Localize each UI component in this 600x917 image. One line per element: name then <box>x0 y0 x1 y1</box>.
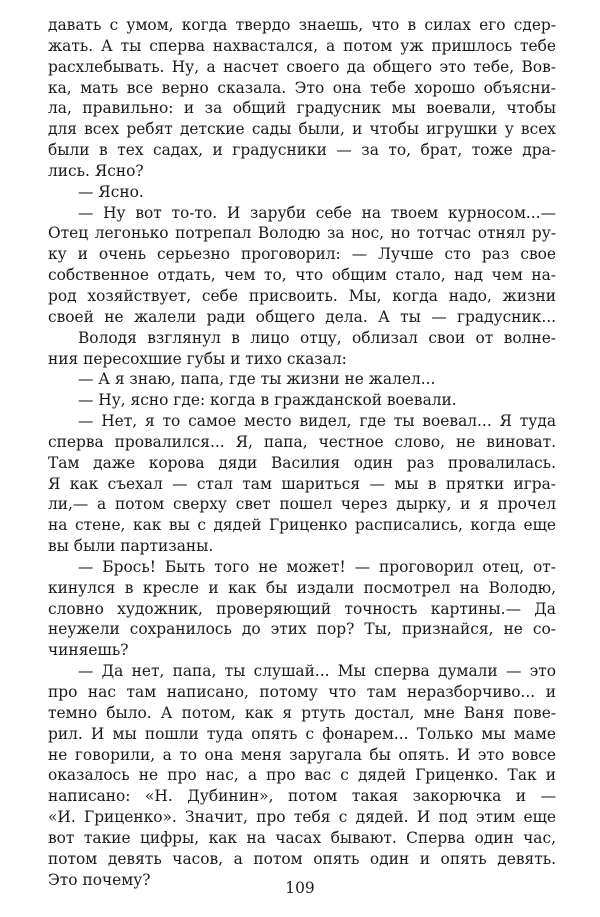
text-line: Володя взглянул в лицо отцу, облизал свои от волне- <box>78 328 556 347</box>
text-line: род хозяйствует, себе присвоить. Мы, когда надо, жизни <box>48 286 556 305</box>
text-line: лись. Ясно? <box>48 161 144 180</box>
text-line: оказалось не про нас, а про вас с дядей Гриценко. Так и <box>48 766 556 785</box>
text-line: ку и очень серьезно проговорил: — Лучше сто раз свое <box>48 245 556 264</box>
text-line: — А я знаю, папа, где ты жизни не жалел... <box>78 370 436 389</box>
text-line: собственное отдать, чем то, что общим стало, над чем на- <box>48 266 556 285</box>
text-line: — Ясно. <box>78 182 144 201</box>
text-line: — Нет, я то самое место видел, где ты воевал... Я туда <box>78 412 556 431</box>
text-line: Это почему? <box>48 870 151 889</box>
text-line: ла, правильно: и за общий градусник мы воевали, чтобы <box>48 99 556 118</box>
text-line: неужели сохранилось до этих пор? Ты, признайся, не со- <box>48 620 556 639</box>
page-number: 109 <box>285 879 315 897</box>
text-line: для всех ребят детские сады были, и чтобы игрушки у всех <box>48 120 556 139</box>
text-line: Отец легонько потрепал Володю за нос, но тотчас отнял ру- <box>48 224 556 243</box>
text-line: не говорили, а то она меня заругала бы опять. И это вовсе <box>48 745 556 764</box>
text-line: потом девять часов, а потом опять один и опять девять. <box>48 849 556 868</box>
text-line: на стене, как вы с дядей Гриценко расписались, когда еще <box>48 516 556 535</box>
text-line: — Ну вот то-то. И заруби себе на твоем курносом...— <box>78 203 556 222</box>
text-line: расхлебывать. Ну, а насчет своего да общего это тебе, Вов- <box>48 57 556 76</box>
text-line: ка, мать все верно сказала. Это она тебе хорошо объясни- <box>48 78 556 97</box>
body-text <box>48 15 556 890</box>
text-line: сперва провалился... Я, папа, честное слово, не виноват. <box>48 432 556 451</box>
text-line: ния пересохшие губы и тихо сказал: <box>48 349 347 368</box>
text-line: рил. И мы пошли туда опять с фонарем... Только мы маме <box>48 724 556 743</box>
text-line: вот такие цифры, как на часах бывают. Сперва один час, <box>48 828 556 847</box>
text-line: написано: «Н. Дубинин», потом такая закорючка и — <box>48 787 556 806</box>
text-line: Я как съехал — стал там шариться — мы в прятки игра- <box>48 474 556 493</box>
text-line: словно художник, проверяющий точность картины.— Да <box>48 599 556 618</box>
text-line: — Брось! Быть того не может! — проговорил отец, от- <box>78 557 556 576</box>
text-line: ли,— а потом сверху свет пошел через дырку, и я прочел <box>48 495 556 514</box>
text-line: давать с умом, когда твердо знаешь, что в силах его сдер- <box>48 16 556 34</box>
text-line: — Да нет, папа, ты слушай... Мы сперва думали — это <box>78 662 556 681</box>
text-line: своей не жалели ради общего дела. А ты — градусник... <box>48 307 556 326</box>
text-line: Там даже корова дяди Василия один раз провалилась. <box>48 453 556 472</box>
text-line: были в тех садах, и градусники — за то, брат, тоже дра- <box>48 141 556 160</box>
text-line: жать. А ты сперва нахвастался, а потом уж пришлось тебе <box>48 36 556 55</box>
text-line: «И. Гриценко». Значит, про тебя с дядей. И под этим еще <box>48 808 556 827</box>
text-line: про нас там написано, потому что там неразборчиво... и <box>48 683 556 701</box>
text-line: чиняешь? <box>48 641 129 660</box>
text-line: кинулся в кресле и как бы издали посмотрел на Володю, <box>48 578 556 597</box>
text-line: темно было. А потом, как я ртуть достал, мне Ваня пове- <box>48 703 556 722</box>
text-line: вы были партизаны. <box>48 537 214 556</box>
text-line: — Ну, ясно где: когда в гражданской воевали. <box>78 391 457 410</box>
